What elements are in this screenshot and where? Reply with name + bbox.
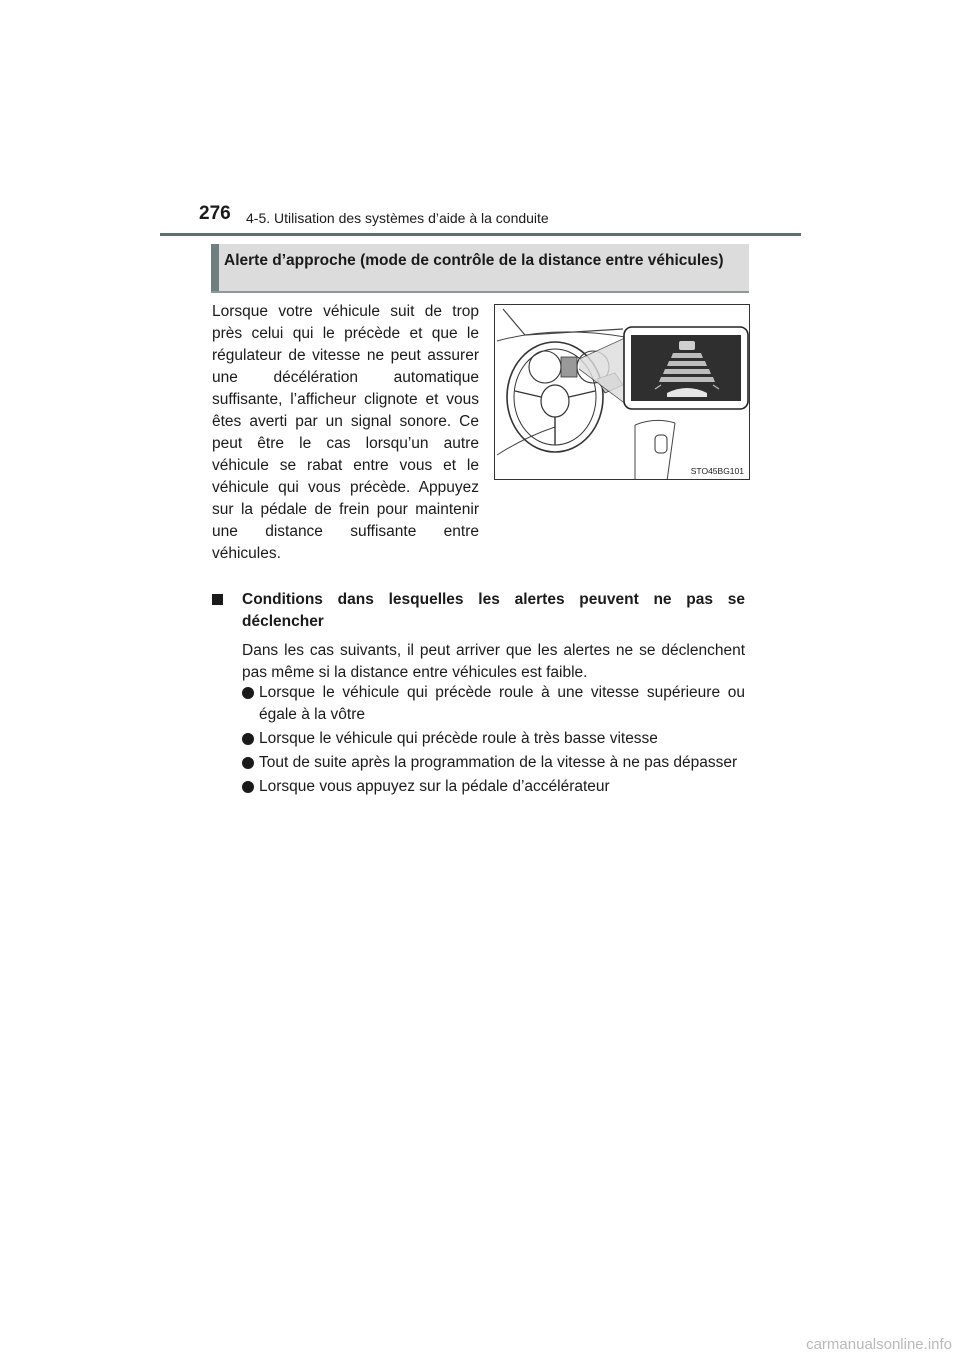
- section-header: 4-5. Utilisation des systèmes d’aide à la conduite: [246, 210, 549, 226]
- circle-bullet-icon: [242, 733, 254, 745]
- list-item-text: Lorsque le véhicule qui précède roule à une vitesse supérieure ou égale à la vôtre: [259, 684, 745, 723]
- conditions-list: [242, 682, 745, 800]
- list-item: [242, 752, 745, 774]
- section-title: Alerte d’approche (mode de contrôle de la distance entre véhicules): [224, 252, 724, 269]
- conditions-heading: [212, 589, 745, 633]
- list-item-text: Lorsque le véhicule qui précède roule à très basse vitesse: [259, 730, 658, 747]
- intro-paragraph: Lorsque votre véhicule suit de trop près celui qui le précède et que le régulateur de vitesse ne peut assurer une décélération automatique suffisante, l’afficheur clignote et vous êtes averti par un signal sonore. Ce peut être le cas lorsqu’un autre véhicule se rabat entre vous et le véhicule qui vous précède. Appuyez sur la pédale de frein pour maintenir une distance suffisante entre véhicules.: [212, 303, 479, 562]
- circle-bullet-icon: [242, 687, 254, 699]
- list-item: [242, 776, 745, 798]
- conditions-paragraph: Dans les cas suivants, il peut arriver que les alertes ne se déclenchent pas même si la distance entre véhicules est faible.: [242, 642, 745, 681]
- conditions-heading-text: Conditions dans lesquelles les alertes peuvent ne pas se déclencher: [242, 591, 745, 630]
- list-item-text: Lorsque vous appuyez sur la pédale d’accélérateur: [259, 778, 610, 795]
- circle-bullet-icon: [242, 781, 254, 793]
- dashboard-illustration: [494, 304, 750, 480]
- dashboard-drawing: [495, 305, 750, 480]
- square-bullet-icon: [212, 594, 223, 605]
- title-accent-bar: [211, 244, 219, 291]
- watermark: carmanualsonline.info: [806, 1336, 952, 1353]
- page-number: 276: [199, 203, 231, 224]
- figure-code: STO45BG101: [690, 466, 744, 476]
- header-rule: [160, 233, 801, 236]
- list-item-text: Tout de suite après la programmation de la vitesse à ne pas dépasser: [259, 754, 738, 771]
- list-item: [242, 728, 745, 750]
- circle-bullet-icon: [242, 757, 254, 769]
- list-item: [242, 682, 745, 726]
- section-title-box: [211, 244, 749, 293]
